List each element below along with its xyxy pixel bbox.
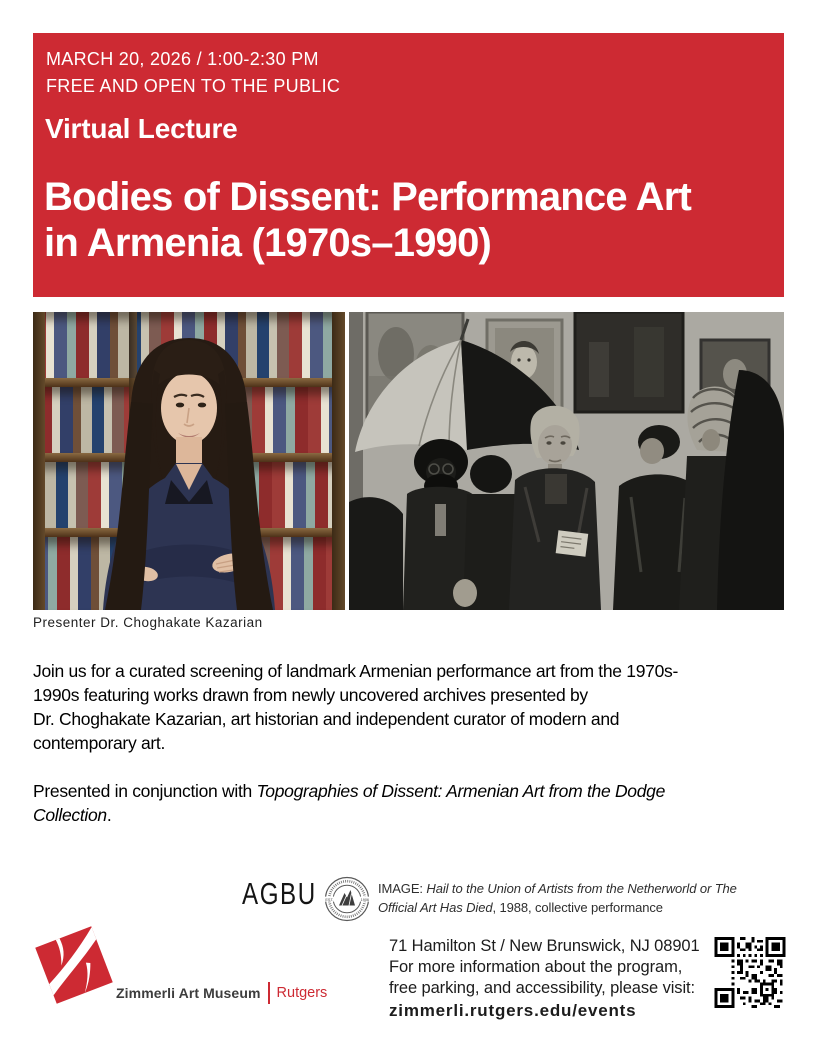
- artwork-title-line1: Hail to the Union of Artists from the Netherworld or The: [426, 881, 737, 896]
- footer-info-line1: For more information about the program,: [389, 958, 683, 976]
- event-admission: FREE AND OPEN TO THE PUBLIC: [46, 76, 341, 96]
- university-name: Rutgers: [276, 985, 328, 1001]
- museum-name: Zimmerli Art Museum: [116, 985, 261, 1001]
- qr-code: [714, 937, 786, 1008]
- event-title-line1: Bodies of Dissent: Performance Art: [44, 175, 692, 219]
- event-banner: [33, 33, 784, 297]
- description-paragraph: [33, 659, 678, 755]
- description-line: Join us for a curated screening of landmark Armenian performance art from the 1970s-: [33, 661, 678, 681]
- event-date: MARCH 20, 2026 / 1:00-2:30 PM: [46, 49, 319, 69]
- conjunction-period: .: [106, 805, 112, 825]
- conjunction-paragraph: [33, 779, 665, 827]
- event-type: Virtual Lecture: [45, 113, 238, 144]
- seal-est-label: EST.: [325, 897, 334, 902]
- image-credit-label: IMAGE:: [378, 881, 427, 896]
- presenter-photo: [33, 312, 345, 610]
- events-url: zimmerli.rutgers.edu/events: [389, 1001, 637, 1020]
- performance-illustration: [349, 312, 784, 610]
- description-line: Dr. Choghakate Kazarian, art historian and independent curator of modern and: [33, 709, 620, 729]
- artwork-credit-rest: , 1988, collective performance: [492, 900, 663, 915]
- artwork-title-line2: Official Art Has Died: [378, 900, 493, 915]
- museum-wordmark: [116, 982, 327, 1004]
- conjunction-intro: Presented in conjunction with: [33, 781, 257, 801]
- description-line: 1990s featuring works drawn from newly uncovered archives presented by: [33, 685, 588, 705]
- seal-mountain-mark: [339, 890, 355, 906]
- presenter-caption: Presenter Dr. Choghakate Kazarian: [33, 615, 263, 630]
- presenter-illustration: [33, 312, 345, 610]
- description-line: contemporary art.: [33, 733, 166, 753]
- image-credit: [378, 879, 737, 917]
- wordmark-divider: [268, 982, 270, 1004]
- agbu-logo: AGBU: [242, 876, 317, 911]
- zimmerli-z-logo: [34, 921, 114, 1009]
- exhibition-title-part1: Topographies of Dissent: Armenian Art from the Dodge: [256, 781, 666, 801]
- exhibition-title-part2: Collection: [33, 805, 107, 825]
- event-title: [44, 174, 691, 266]
- footer-address: 71 Hamilton St / New Brunswick, NJ 08901: [389, 937, 700, 955]
- agbu-seal-logo: [324, 876, 370, 922]
- footer-info-line2: free parking, and accessibility, please visit:: [389, 979, 695, 997]
- seal-year-label: 1906: [360, 897, 370, 902]
- footer-info: [389, 936, 700, 1021]
- event-title-line2: in Armenia (1970s–1990): [44, 221, 492, 265]
- performance-photo: [349, 312, 784, 610]
